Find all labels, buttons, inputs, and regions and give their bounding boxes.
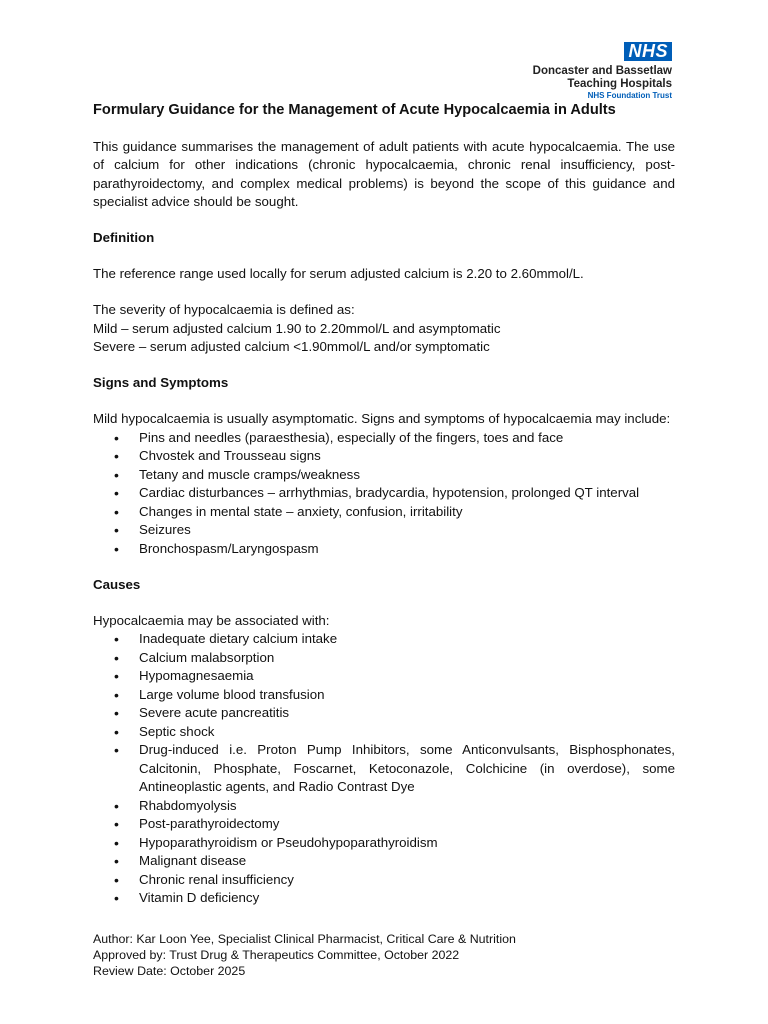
list-item: • Large volume blood transfusion [93,686,675,705]
list-item: • Chronic renal insufficiency [93,871,675,890]
signs-heading: Signs and Symptoms [93,375,229,391]
causes-intro: Hypocalcaemia may be associated with: [93,613,330,629]
logo-foundation-trust: NHS Foundation Trust [587,91,672,100]
signs-intro: Mild hypocalcaemia is usually asymptomatic. Signs and symptoms of hypocalcaemia may include: [93,411,671,427]
severity-intro: The severity of hypocalcaemia is defined as: [93,302,355,318]
footer-approved: Approved by: Trust Drug & Therapeutics Committee, October 2022 [93,948,460,962]
list-item: • Tetany and muscle cramps/weakness [93,466,675,485]
list-item: • Vitamin D deficiency [93,889,675,908]
list-item: • Malignant disease [93,852,675,871]
document-body [93,100,675,908]
list-item: • Severe acute pancreatitis [93,704,675,723]
list-item: • Inadequate dietary calcium intake [93,630,675,649]
footer-review-date: Review Date: October 2025 [93,964,246,978]
list-item: • Changes in mental state – anxiety, confusion, irritability [93,503,675,522]
list-item: • Septic shock [93,723,675,742]
list-item: • Chvostek and Trousseau signs [93,447,675,466]
list-item: • Cardiac disturbances – arrhythmias, bradycardia, hypotension, prolonged QT interval [93,484,675,503]
document-title: Formulary Guidance for the Management of Acute Hypocalcaemia in Adults [93,102,616,118]
list-item: • Drug-induced i.e. Proton Pump Inhibitors, some Anticonvulsants, Bisphosphonates, Calcitonin, Phosphate, Foscarnet, Ketoconazole, Colchicine (in overdose), some Antineoplastic agents, and Radio Contrast Dye [93,741,675,797]
list-item: • Hypomagnesaemia [93,667,675,686]
list-item: • Seizures [93,521,675,540]
severity-mild: Mild – serum adjusted calcium 1.90 to 2.20mmol/L and asymptomatic [93,320,501,336]
logo-trust-name-line2: Teaching Hospitals [567,78,672,90]
nhs-badge: NHS [624,42,672,61]
list-item: • Pins and needles (paraesthesia), especially of the fingers, toes and face [93,429,675,448]
severity-severe: Severe – serum adjusted calcium <1.90mmol/L and/or symptomatic [93,339,490,355]
list-item: • Post-parathyroidectomy [93,815,675,834]
list-item: • Calcium malabsorption [93,649,675,668]
logo-trust-name-line1: Doncaster and Bassetlaw [532,65,672,77]
nhs-trust-logo [533,42,672,101]
list-item: • Bronchospasm/Laryngospasm [93,540,675,559]
intro-paragraph: This guidance summarises the management of adult patients with acute hypocalcaemia. The use of calcium for other indications (chronic hypocalcaemia, chronic renal insufficiency, post-parathyroidectomy, and complex medical problems) is beyond the scope of this guidance and specialist advice should be sought. [93,139,675,209]
list-item: • Hypoparathyroidism or Pseudohypoparathyroidism [93,834,675,853]
causes-list [93,630,675,908]
footer-author: Author: Kar Loon Yee, Specialist Clinical Pharmacist, Critical Care & Nutrition [93,932,516,946]
document-footer [93,931,516,979]
list-item: • Rhabdomyolysis [93,797,675,816]
definition-heading: Definition [93,230,155,246]
signs-list [93,429,675,559]
causes-heading: Causes [93,577,141,593]
reference-range-text: The reference range used locally for serum adjusted calcium is 2.20 to 2.60mmol/L. [93,266,584,282]
